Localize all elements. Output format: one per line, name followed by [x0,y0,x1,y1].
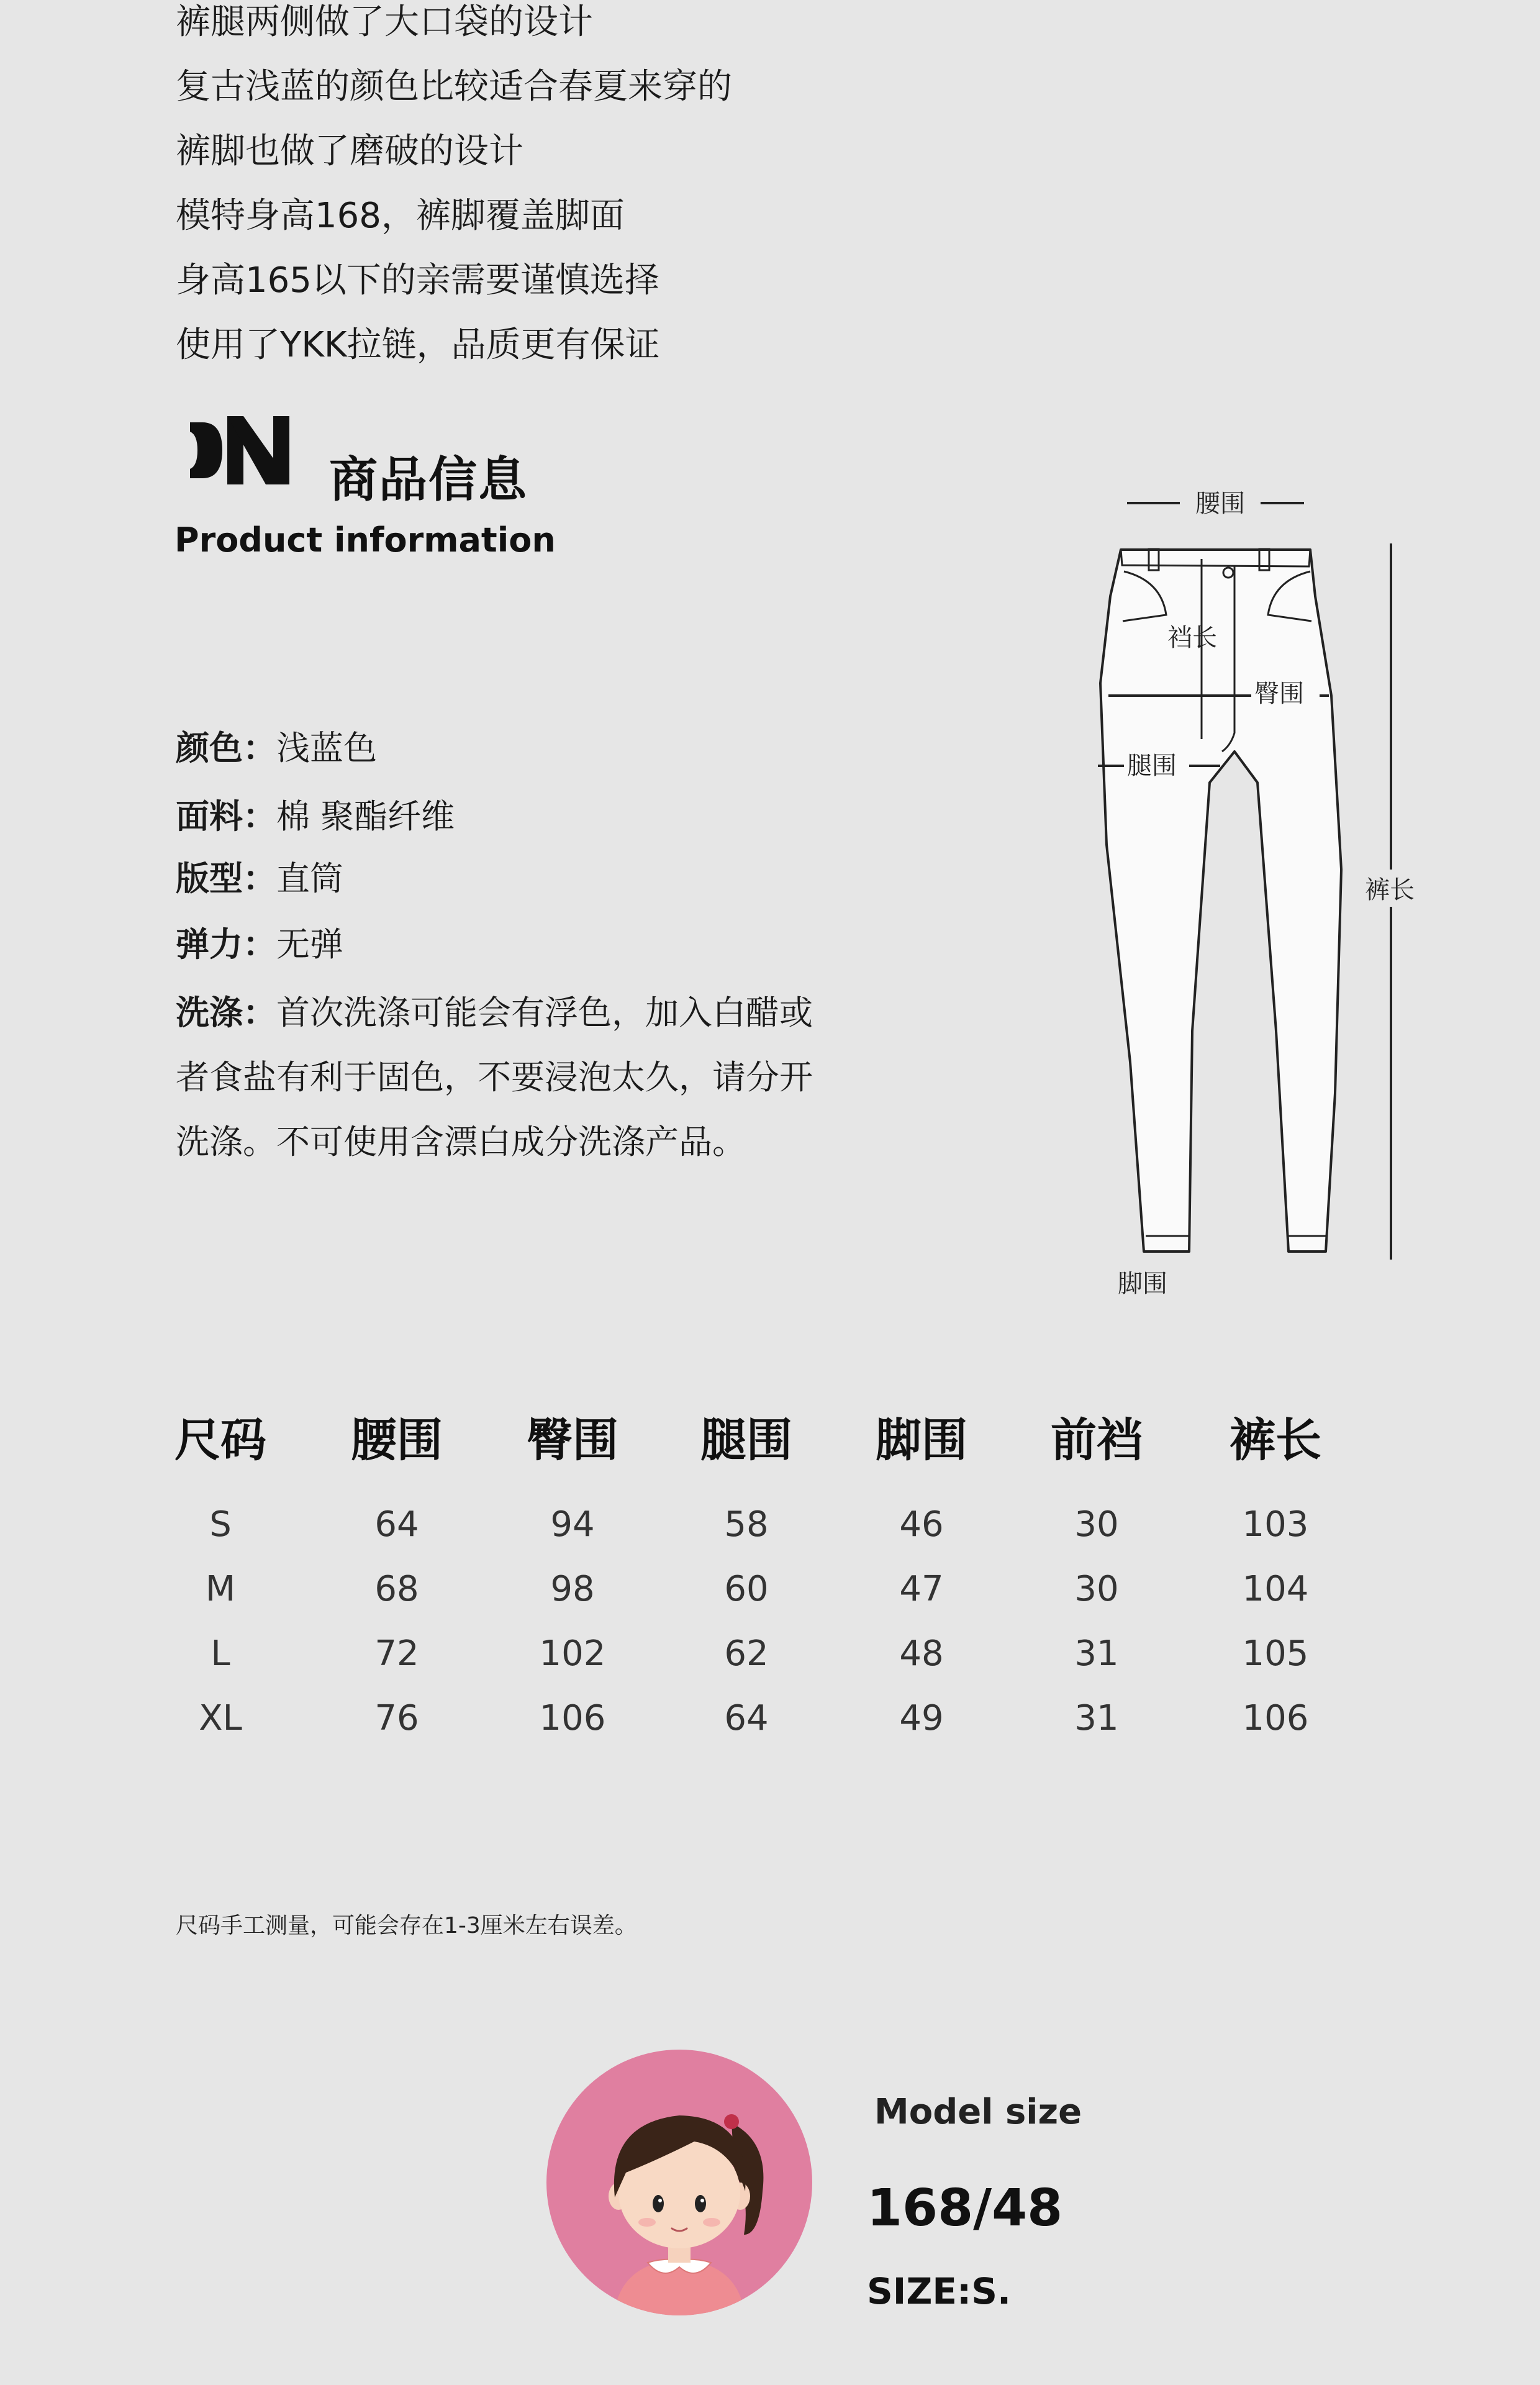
brand-logo [186,410,292,491]
table-cell: XL [199,1698,242,1738]
table-cell: 49 [899,1698,944,1738]
model-size-label: Model size [874,2092,1082,2132]
spec-value: 棉 聚酯纤维 [276,797,455,836]
table-header-row [137,1404,1391,1467]
intro-line: 裤腿两侧做了大口袋的设计 [176,2,593,42]
intro-line: 使用了YKK拉链，品质更有保证 [176,325,660,365]
intro-line: 模特身高168，裤脚覆盖脚面 [176,196,625,236]
table-header-cell: 臀围 [527,1414,618,1467]
table-header-cell: 腿围 [700,1414,792,1467]
table-cell: 103 [1242,1504,1309,1545]
table-cell: 102 [539,1633,606,1674]
model-size-value: SIZE:S. [867,2270,1012,2312]
intro-line: 裤脚也做了磨破的设计 [176,131,523,171]
table-cell: 94 [550,1504,595,1545]
table-cell: 31 [1074,1698,1119,1738]
table-cell: 60 [724,1569,769,1609]
table-cell: 64 [724,1698,769,1738]
spec-key: 面料 [176,797,243,836]
length-label: 裤长 [1365,876,1415,904]
table-cell: 64 [374,1504,419,1545]
model-height-weight: 168/48 [867,2179,1063,2238]
pants-outline [1100,550,1341,1252]
table-cell: 31 [1074,1633,1119,1674]
table-header-cell: 前裆 [1051,1414,1143,1467]
spec-key: 颜色 [176,729,243,768]
spec-washing [176,993,813,1032]
table-row [137,1633,1391,1689]
measurement-note: 尺码手工测量，可能会存在1-3厘米左右误差。 [176,1913,637,1938]
table-cell: 58 [724,1504,769,1545]
table-cell: 72 [374,1633,419,1674]
section-title: 商品信息 [329,452,528,508]
table-header-cell: 脚围 [876,1414,967,1467]
table-cell: 30 [1074,1569,1119,1609]
spec-fabric [176,797,455,836]
table-row [137,1504,1391,1560]
section-subtitle: Product information [174,520,556,560]
spec-value: 浅蓝色 [276,729,377,768]
hem-label: 脚围 [1118,1270,1167,1298]
table-cell: 105 [1242,1633,1309,1674]
spec-washing-cont: 者食盐有利于固色，不要浸泡太久，请分开 [176,1058,813,1097]
table-header-cell: 尺码 [174,1414,266,1467]
thigh-label: 腿围 [1127,752,1177,780]
spec-separator: ： [243,993,276,1032]
table-row [137,1569,1391,1625]
table-cell: 104 [1242,1569,1309,1609]
spec-washing-cont: 洗涤。不可使用含漂白成分洗涤产品。 [176,1122,746,1161]
table-cell: L [211,1633,230,1674]
waist-label: 腰围 [1195,489,1245,518]
spec-fit [176,859,343,898]
intro-line: 复古浅蓝的颜色比较适合春夏来穿的 [176,66,732,107]
spec-value: 直筒 [276,859,343,898]
spec-color [176,729,377,768]
spec-value: 无弹 [276,925,343,964]
table-cell: S [209,1504,232,1545]
hip-label: 臀围 [1254,679,1304,708]
spec-separator: ： [243,859,276,898]
table-cell: 62 [724,1633,769,1674]
spec-key: 洗涤 [176,993,243,1032]
rise-label: 裆长 [1167,624,1217,652]
model-avatar [545,2048,813,2317]
table-cell: 106 [1242,1698,1309,1738]
spec-key: 版型 [176,859,243,898]
table-cell: 98 [550,1569,595,1609]
table-row [137,1698,1391,1754]
table-cell: 48 [899,1633,944,1674]
table-cell: 30 [1074,1504,1119,1545]
intro-line: 身高165以下的亲需要谨慎选择 [176,260,659,301]
spec-key: 弹力 [176,925,243,964]
table-header-cell: 腰围 [351,1414,443,1467]
spec-stretch [176,925,343,964]
spec-value: 首次洗涤可能会有浮色，加入白醋或 [276,993,813,1032]
table-cell: 46 [899,1504,944,1545]
spec-separator: ： [243,925,276,964]
pants-measurement-diagram [1068,472,1490,1317]
table-cell: 47 [899,1569,944,1609]
spec-separator: ： [243,729,276,768]
table-cell: M [205,1569,236,1609]
table-cell: 106 [539,1698,606,1738]
table-header-cell: 裤长 [1230,1414,1321,1467]
spec-separator: ： [243,797,276,836]
table-cell: 68 [374,1569,419,1609]
table-cell: 76 [374,1698,419,1738]
